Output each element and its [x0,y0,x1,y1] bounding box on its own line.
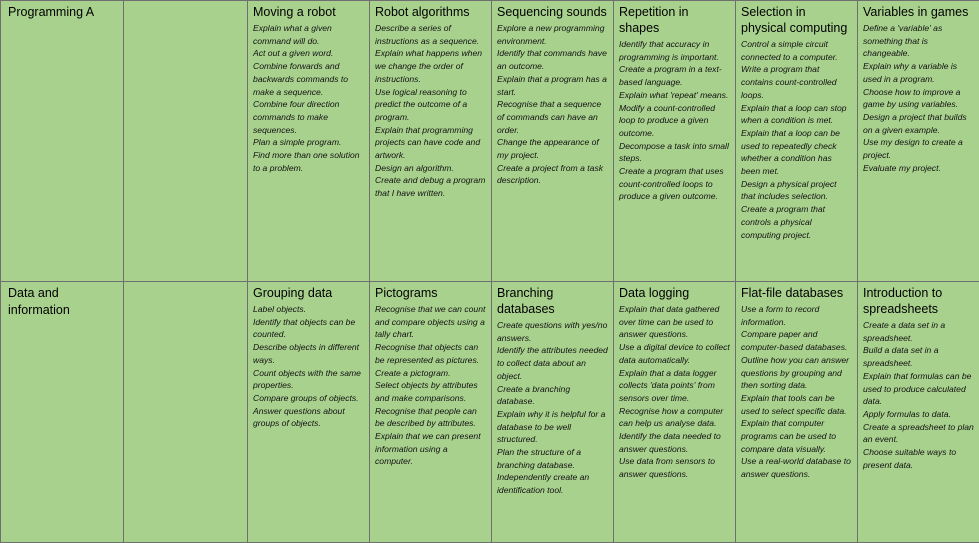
learning-objective: Combine four direction commands to make sequences. [253,98,364,136]
learning-objective: Explain that tools can be used to select specific data. [741,392,852,417]
learning-objective: Use my design to create a project. [863,136,974,161]
learning-objective: Create a spreadsheet to plan an event. [863,421,974,446]
learning-objective: Explain what 'repeat' means. [619,89,730,102]
learning-objective: Explain that formulas can be used to produce calculated data. [863,370,974,408]
unit-title: Moving a robot [253,4,364,20]
learning-objective: Identify that commands have an outcome. [497,47,608,72]
learning-objective: Explain that programming projects can have code and artwork. [375,124,486,162]
learning-objective: Explore a new programming environment. [497,22,608,47]
unit-cell [370,1,492,282]
learning-objective: Recognise that objects can be represented as pictures. [375,341,486,366]
learning-objective: Build a data set in a spreadsheet. [863,344,974,369]
unit-cell [858,1,979,282]
objective-list [863,22,974,174]
learning-objective: Describe objects in different ways. [253,341,364,366]
unit-cell [492,1,614,282]
learning-objective: Explain what a given command will do. [253,22,364,47]
learning-objective: Describe a series of instructions as a sequence. [375,22,486,47]
objective-list [375,22,486,200]
unit-title: Variables in games [863,4,974,20]
objective-list [497,22,608,187]
learning-objective: Use a form to record information. [741,303,852,328]
learning-objective: Create a data set in a spreadsheet. [863,319,974,344]
learning-objective: Plan the structure of a branching database. [497,446,608,471]
learning-objective: Select objects by attributes and make comparisons. [375,379,486,404]
learning-objective: Create a program in a text-based language. [619,63,730,88]
unit-cell [614,282,736,543]
objective-list [375,303,486,468]
learning-objective: Create questions with yes/no answers. [497,319,608,344]
learning-objective: Choose suitable ways to present data. [863,446,974,471]
learning-objective: Act out a given word. [253,47,364,60]
learning-objective: Modify a count-controlled loop to produce a given outcome. [619,102,730,140]
learning-objective: Use a digital device to collect data automatically. [619,341,730,366]
unit-cell [736,282,858,543]
learning-objective: Compare paper and computer-based databases. [741,328,852,353]
unit-cell [614,1,736,282]
learning-objective: Explain what happens when we change the order of instructions. [375,47,486,85]
learning-objective: Outline how you can answer questions by grouping and then sorting data. [741,354,852,392]
objective-list [497,319,608,497]
unit-cell [248,282,370,543]
learning-objective: Count objects with the same properties. [253,367,364,392]
learning-objective: Identify the data needed to answer questions. [619,430,730,455]
unit-title: Data logging [619,285,730,301]
learning-objective: Plan a simple program. [253,136,364,149]
learning-objective: Explain that data gathered over time can be used to answer questions. [619,303,730,341]
learning-objective: Explain that a loop can stop when a condition is met. [741,102,852,127]
strand-label: Programming A [1,1,124,282]
learning-objective: Independently create an identification tool. [497,471,608,496]
unit-title: Robot algorithms [375,4,486,20]
learning-objective: Combine forwards and backwards commands to make a sequence. [253,60,364,98]
row-data-and-information [1,282,979,543]
learning-objective: Use data from sensors to answer questions. [619,455,730,480]
objective-list [619,38,730,203]
learning-objective: Apply formulas to data. [863,408,974,421]
unit-title: Flat-file databases [741,285,852,301]
learning-objective: Explain that computer programs can be used to compare data visually. [741,417,852,455]
unit-cell [492,282,614,543]
learning-objective: Recognise that a sequence of commands can have an order. [497,98,608,136]
learning-objective: Identify the attributes needed to collect data about an object. [497,344,608,382]
unit-cell [248,1,370,282]
learning-objective: Create a program that uses count-controlled loops to produce a given outcome. [619,165,730,203]
unit-title: Selection in physical computing [741,4,852,36]
learning-objective: Explain why a variable is used in a program. [863,60,974,85]
learning-objective: Recognise that we can count and compare objects using a tally chart. [375,303,486,341]
learning-objective: Design a project that builds on a given example. [863,111,974,136]
unit-cell [370,282,492,543]
objective-list [863,319,974,471]
learning-objective: Recognise how a computer can help us analyse data. [619,405,730,430]
learning-objective: Explain that a program has a start. [497,73,608,98]
learning-objective: Compare groups of objects. [253,392,364,405]
learning-objective: Explain that we can present information using a computer. [375,430,486,468]
learning-objective: Identify that accuracy in programming is important. [619,38,730,63]
learning-objective: Decompose a task into small steps. [619,140,730,165]
unit-title: Introduction to spreadsheets [863,285,974,317]
row-programming-a [1,1,979,282]
learning-objective: Create a program that controls a physical computing project. [741,203,852,241]
objective-list [741,38,852,241]
learning-objective: Choose how to improve a game by using variables. [863,86,974,111]
learning-objective: Explain that a loop can be used to repeatedly check whether a condition has been met. [741,127,852,178]
unit-title: Repetition in shapes [619,4,730,36]
learning-objective: Define a 'variable' as something that is changeable. [863,22,974,60]
learning-objective: Write a program that contains count-controlled loops. [741,63,852,101]
unit-cell [736,1,858,282]
learning-objective: Evaluate my project. [863,162,974,175]
objective-list [619,303,730,481]
learning-objective: Create a pictogram. [375,367,486,380]
strand-label: Data and information [1,282,124,543]
learning-objective: Use logical reasoning to predict the outcome of a program. [375,86,486,124]
learning-objective: Create and debug a program that I have written. [375,174,486,199]
learning-objective: Create a project from a task description. [497,162,608,187]
learning-objective: Recognise that people can be described by attributes. [375,405,486,430]
learning-objective: Control a simple circuit connected to a computer. [741,38,852,63]
learning-objective: Create a branching database. [497,383,608,408]
learning-objective: Find more than one solution to a problem. [253,149,364,174]
empty-cell [124,282,248,543]
objective-list [253,303,364,430]
learning-objective: Identify that objects can be counted. [253,316,364,341]
unit-title: Pictograms [375,285,486,301]
objective-list [741,303,852,481]
learning-objective: Answer questions about groups of objects. [253,405,364,430]
learning-objective: Use a real-world database to answer questions. [741,455,852,480]
unit-title: Branching databases [497,285,608,317]
unit-cell [858,282,979,543]
learning-objective: Design an algorithm. [375,162,486,175]
learning-objective: Explain that a data logger collects 'data points' from sensors over time. [619,367,730,405]
unit-title: Grouping data [253,285,364,301]
learning-objective: Design a physical project that includes selection. [741,178,852,203]
unit-title: Sequencing sounds [497,4,608,20]
objective-list [253,22,364,174]
learning-objective: Explain why it is helpful for a database to be well structured. [497,408,608,446]
learning-objective: Change the appearance of my project. [497,136,608,161]
learning-objective: Label objects. [253,303,364,316]
empty-cell [124,1,248,282]
